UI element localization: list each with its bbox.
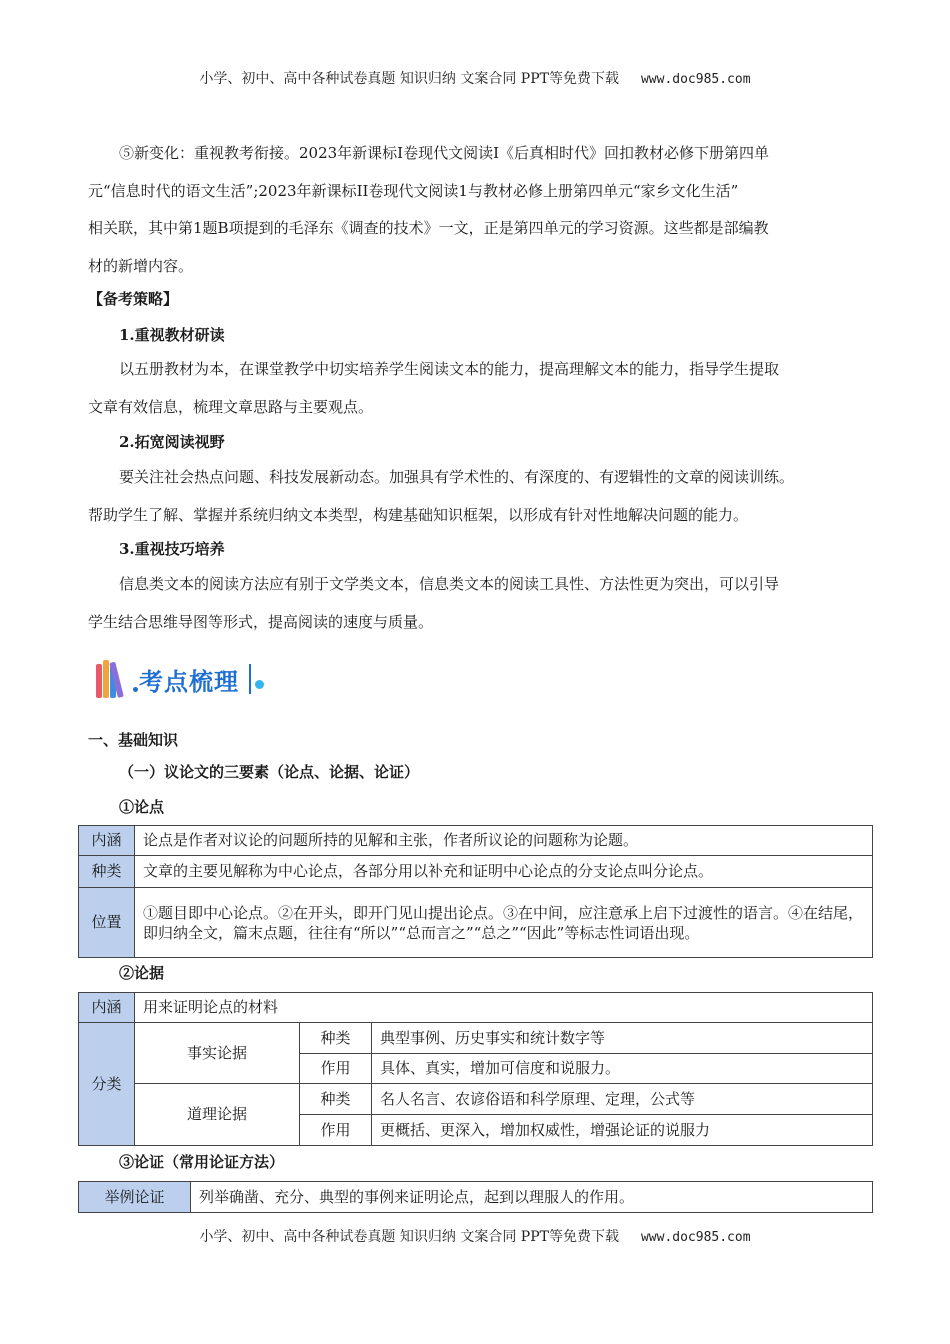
footer-url[interactable]: www.doc985.com — [640, 1230, 751, 1245]
table-row — [79, 826, 873, 856]
table-row — [79, 993, 873, 1023]
sub-label: 作用 — [300, 1054, 372, 1084]
row-label: 内涵 — [79, 826, 135, 856]
strategy-line: 帮助学生了解、掌握并系统归纳文本类型，构建基础知识框架，以形成有针对性地解决问题的能力。 — [88, 505, 749, 524]
strategy-2-paragraph — [88, 459, 888, 534]
row-label: 分类 — [79, 1023, 135, 1146]
sub-label: 作用 — [300, 1115, 372, 1146]
strategy-3-title: 3.重视技巧培养 — [119, 540, 225, 558]
row-text: ①题目即中心论点。②在开头，即开门见山提出论点。③在中间，应注意承上启下过渡性的语言。④在结尾，即归纳全文，篇末点题，往往有“所以”“总而言之”“总之”“因此”等标志性词语出现。 — [135, 888, 873, 958]
sub-text: 名人名言、农谚俗语和科学原理、定理，公式等 — [372, 1084, 873, 1115]
strategy-line: 要关注社会热点问题、科技发展新动态。加强具有学术性的、有深度的、有逻辑性的文章的阅读训练。 — [119, 468, 795, 486]
lunzheng-table — [78, 1181, 873, 1213]
row-label: 内涵 — [79, 993, 135, 1023]
section-1-title: 一、基础知识 — [88, 731, 179, 749]
sub-label: 种类 — [300, 1084, 372, 1115]
intro-line: ⑤新变化：重视教考衔接。2023年新课标I卷现代文阅读I《后真相时代》回扣教材必修下册第四单 — [119, 144, 770, 162]
section-banner — [95, 656, 275, 700]
banner-title: 考点梳理 — [139, 668, 239, 696]
row-label: 举例论证 — [79, 1182, 191, 1213]
lundian-title: ①论点 — [119, 798, 165, 816]
header-url[interactable]: www.doc985.com — [640, 72, 751, 87]
books-icon — [95, 658, 135, 698]
table-row — [79, 856, 873, 888]
strategy-2-title: 2.拓宽阅读视野 — [119, 433, 225, 451]
header-text: 小学、初中、高中各种试卷真题 知识归纳 文案合同 PPT等免费下载 — [199, 71, 619, 87]
sub-text: 具体、真实，增加可信度和说服力。 — [372, 1054, 873, 1084]
lunju-table — [78, 992, 873, 1146]
table-row — [79, 1084, 873, 1115]
strategy-line: 文章有效信息，梳理文章思路与主要观点。 — [88, 397, 374, 416]
section-1-subtitle: （一）议论文的三要素（论点、论据、论证） — [119, 763, 420, 781]
row-text: 文章的主要见解称为中心论点，各部分用以补充和证明中心论点的分支论点叫分论点。 — [135, 856, 873, 888]
page-header — [0, 68, 950, 88]
table-row — [79, 888, 873, 958]
strategy-line: 学生结合思维导图等形式，提高阅读的速度与质量。 — [88, 612, 434, 631]
strategy-1-paragraph — [88, 351, 874, 426]
intro-line: 材的新增内容。 — [88, 256, 194, 275]
row-label: 种类 — [79, 856, 135, 888]
strategy-title: 【备考策略】 — [88, 290, 179, 308]
footer-text: 小学、初中、高中各种试卷真题 知识归纳 文案合同 PPT等免费下载 — [199, 1229, 619, 1245]
banner-dot-icon — [133, 687, 138, 692]
row-text: 用来证明论点的材料 — [135, 993, 873, 1023]
sub-text: 典型事例、历史事实和统计数字等 — [372, 1023, 873, 1054]
strategy-line: 信息类文本的阅读方法应有别于文学类文本，信息类文本的阅读工具性、方法性更为突出，可以引导 — [119, 575, 780, 593]
category-name: 道理论据 — [135, 1084, 300, 1146]
row-label: 位置 — [79, 888, 135, 958]
strategy-line: 以五册教材为本，在课堂教学中切实培养学生阅读文本的能力，提高理解文本的能力，指导学生提取 — [119, 360, 780, 378]
table-row — [79, 1023, 873, 1054]
lunju-title: ②论据 — [119, 964, 165, 982]
intro-paragraph — [88, 135, 874, 285]
sub-text: 更概括、更深入，增加权威性，增强论证的说服力 — [372, 1115, 873, 1146]
banner-end-dot-icon — [255, 680, 264, 689]
page-footer — [0, 1226, 950, 1246]
sub-label: 种类 — [300, 1023, 372, 1054]
lunzheng-title: ③论证（常用论证方法） — [119, 1153, 285, 1171]
intro-line: 相关联，其中第1题B项提到的毛泽东《调查的技术》一文，正是第四单元的学习资源。这些都是部编教 — [88, 219, 769, 237]
table-row — [79, 1182, 873, 1213]
row-text: 论点是作者对议论的问题所持的见解和主张，作者所议论的问题称为论题。 — [135, 826, 873, 856]
row-text: 列举确凿、充分、典型的事例来证明论点，起到以理服人的作用。 — [191, 1182, 873, 1213]
category-name: 事实论据 — [135, 1023, 300, 1084]
lundian-table — [78, 825, 873, 958]
intro-line: 元“信息时代的语文生活”;2023年新课标II卷现代文阅读1与教材必修上册第四单元“家乡文化生活” — [88, 181, 739, 200]
banner-bar-icon — [249, 664, 251, 694]
strategy-3-paragraph — [88, 566, 874, 641]
strategy-1-title: 1.重视教材研读 — [119, 326, 225, 344]
